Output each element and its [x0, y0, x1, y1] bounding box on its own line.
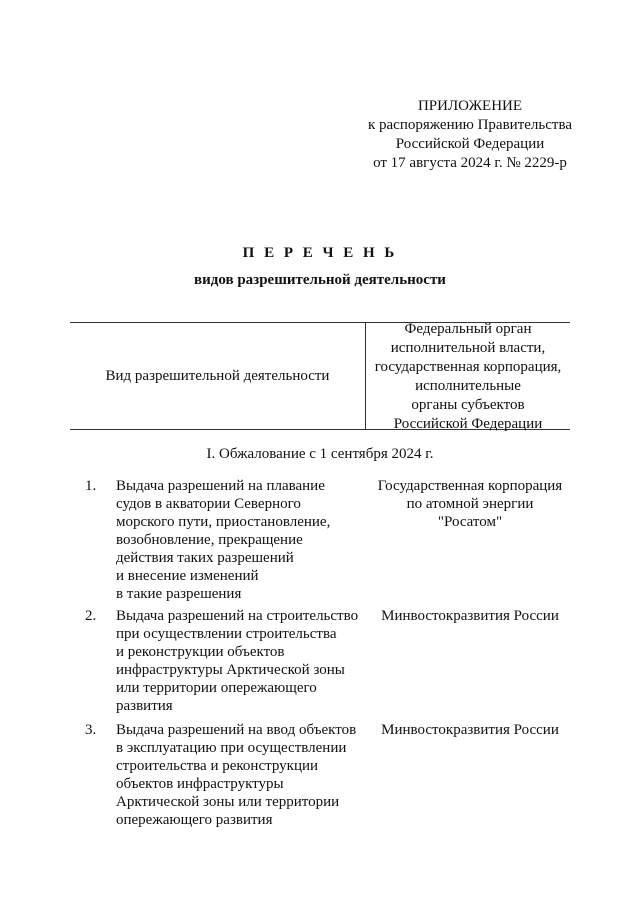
activity-line: инфраструктуры Арктической зоны: [116, 662, 345, 678]
authority-line: "Росатом": [437, 514, 503, 530]
activity-line: Выдача разрешений на ввод объектов: [116, 722, 357, 738]
row-number: 3.: [85, 722, 97, 738]
row-activity: [116, 607, 366, 715]
activity-line: и внесение изменений: [116, 568, 259, 584]
document-subtitle: видов разрешительной деятельности: [194, 272, 446, 288]
section-title: I. Обжалование с 1 сентября 2024 г.: [206, 446, 434, 462]
header-authority-line: органы субъектов: [411, 396, 525, 413]
activity-line: строительства и реконструкции: [116, 758, 319, 774]
annex-line: к распоряжению Правительства: [367, 117, 572, 133]
header-authority-line: исполнительной власти,: [390, 339, 546, 356]
activity-line: возобновление, прекращение: [116, 532, 303, 548]
activity-line: при осуществлении строительства: [116, 626, 337, 642]
activity-line: Арктической зоны или территории: [116, 794, 340, 810]
header-authority-line: Российской Федерации: [393, 415, 543, 432]
row-activity: [116, 721, 366, 829]
header-activity-type: Вид разрешительной деятельности: [70, 323, 366, 429]
activity-line: судов в акватории Северного: [116, 496, 301, 512]
table-header: [70, 322, 570, 430]
authority-line: Государственная корпорация: [377, 478, 563, 494]
authority-line: по атомной энергии: [406, 496, 534, 512]
header-authority-line: государственная корпорация,: [374, 358, 562, 375]
activity-line: объектов инфраструктуры: [116, 776, 284, 792]
annex-line: от 17 августа 2024 г. № 2229-р: [373, 155, 567, 171]
activity-line: Выдача разрешений на плавание: [116, 478, 325, 494]
header-authority-line: Федеральный орган: [404, 320, 532, 337]
authority-line: Минвостокразвития России: [381, 722, 559, 738]
activity-line: развития: [116, 698, 173, 714]
activity-line: Выдача разрешений на строительство: [116, 608, 359, 624]
activity-line: и реконструкции объектов: [116, 644, 285, 660]
row-authority: [370, 607, 570, 625]
row-number: 2.: [85, 608, 97, 624]
activity-line: в эксплуатацию при осуществлении: [116, 740, 347, 756]
row-activity: [116, 477, 366, 603]
document-title: П Е Р Е Ч Е Н Ь: [242, 245, 398, 261]
annex-line: ПРИЛОЖЕНИЕ: [417, 98, 523, 114]
annex-header: [330, 97, 610, 173]
activity-line: в такие разрешения: [116, 586, 242, 602]
authority-line: Минвостокразвития России: [381, 608, 559, 624]
header-authority-line: исполнительные: [415, 377, 521, 394]
row-number: 1.: [85, 478, 97, 494]
activity-line: или территории опережающего: [116, 680, 317, 696]
annex-line: Российской Федерации: [395, 136, 545, 152]
activity-line: опережающего развития: [116, 812, 273, 828]
activity-line: действия таких разрешений: [116, 550, 294, 566]
row-authority: [370, 721, 570, 739]
row-authority: [370, 477, 570, 531]
activity-line: морского пути, приостановление,: [116, 514, 331, 530]
header-authority: [366, 320, 570, 432]
